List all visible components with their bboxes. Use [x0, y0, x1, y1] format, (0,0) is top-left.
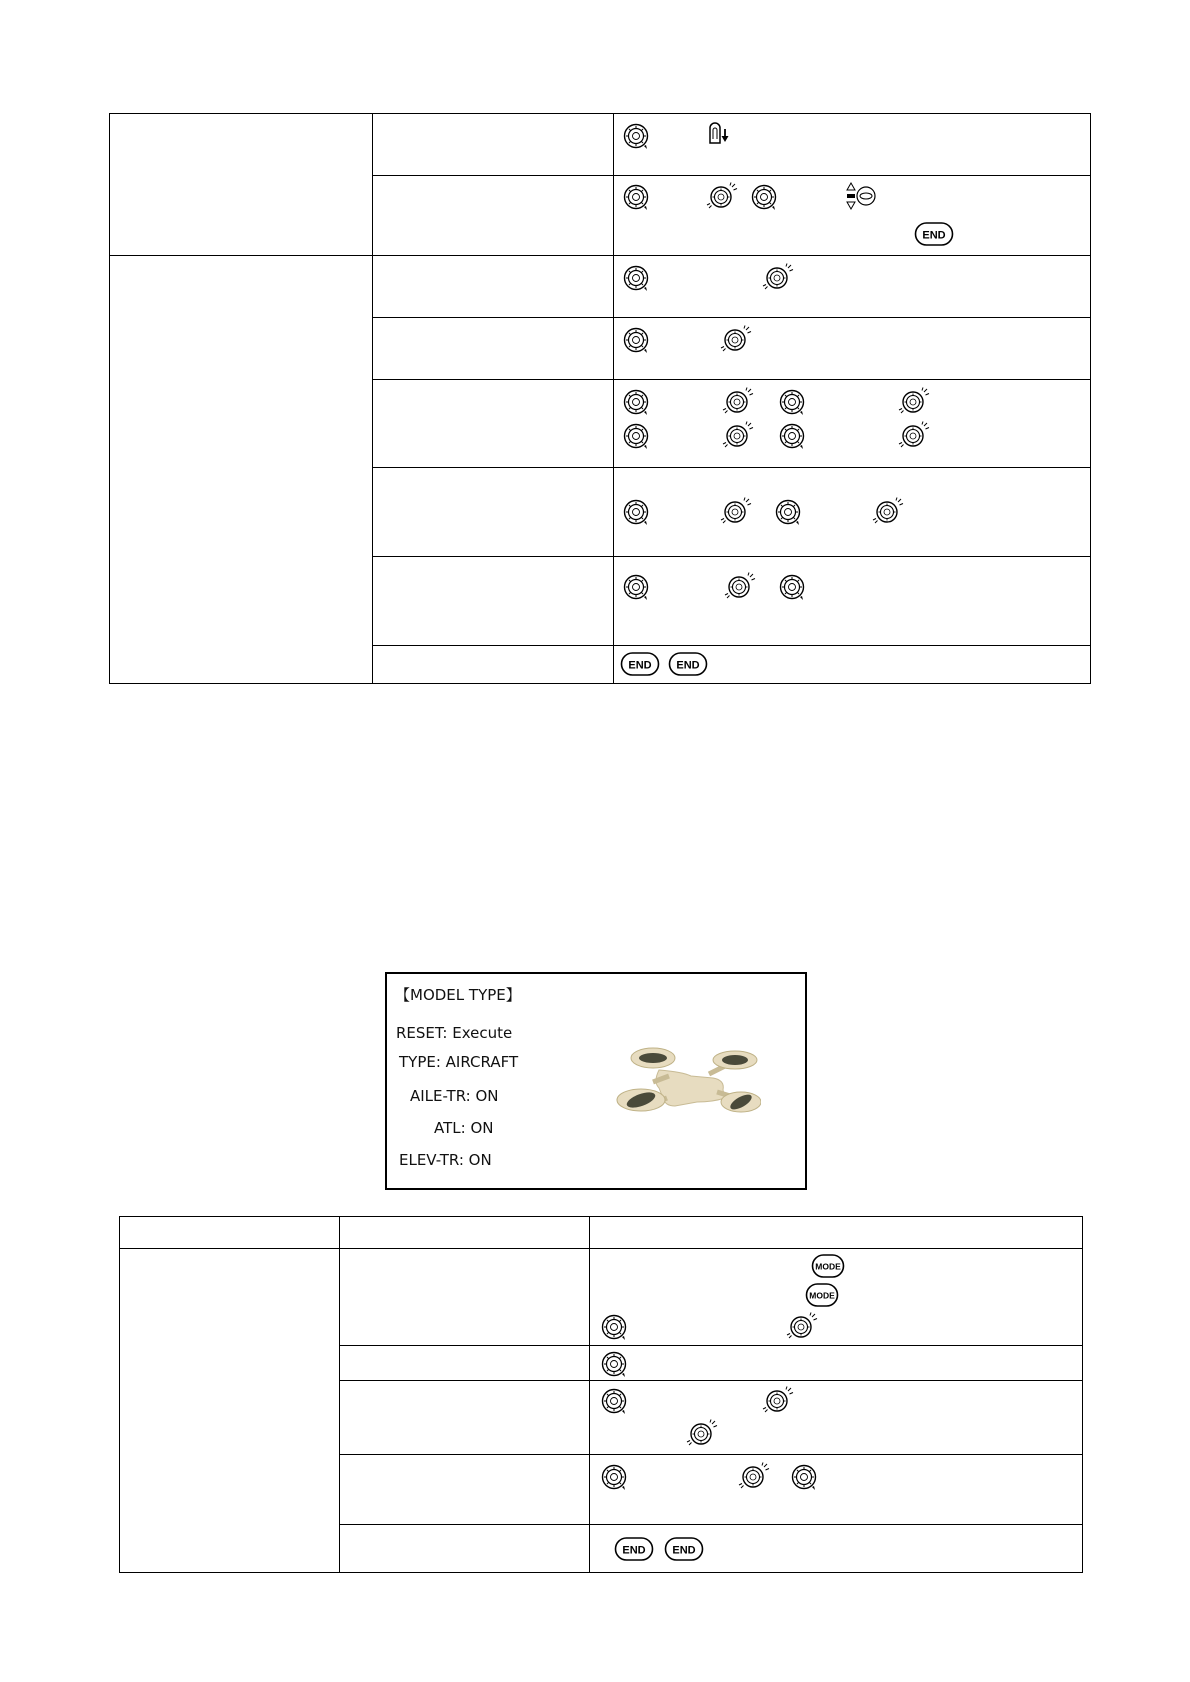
reset-item: RESET: Execute	[396, 1024, 513, 1042]
table1-action-cell	[614, 646, 1091, 684]
table2-step-cell	[340, 1381, 590, 1455]
table2-step-cell	[340, 1249, 590, 1346]
table1-step-cell	[373, 318, 614, 380]
table1-action-cell	[614, 114, 1091, 176]
screen-title: 【MODEL TYPE】	[395, 986, 521, 1004]
jog-dial-rotate-icon	[774, 498, 802, 526]
jog-dial-rotate-icon	[778, 573, 806, 601]
end-button-icon	[614, 1536, 654, 1562]
mode-button-icon	[811, 1253, 845, 1279]
table1-step-cell	[373, 176, 614, 256]
jog-dial-rotate-icon	[622, 573, 650, 601]
table2-action-cell	[590, 1525, 1083, 1573]
table1-action-cell	[614, 256, 1091, 318]
table1-action-cell	[614, 468, 1091, 557]
jog-dial-press-icon	[718, 325, 754, 353]
table2-action-cell	[590, 1346, 1083, 1381]
jog-dial-rotate-icon	[622, 122, 650, 150]
table1-step-cell	[373, 256, 614, 318]
table1-action-cell	[614, 176, 1091, 256]
type-item: TYPE: AIRCRAFT	[399, 1053, 519, 1071]
elev-tr-item: ELEV-TR: ON	[399, 1151, 492, 1169]
table2-step-cell	[340, 1346, 590, 1381]
jog-dial-rotate-icon	[622, 264, 650, 292]
table2-step-cell	[340, 1525, 590, 1573]
jog-dial-rotate-icon	[600, 1387, 628, 1415]
jog-dial-press-icon	[718, 497, 754, 525]
jog-dial-press-icon	[760, 263, 796, 291]
end-button-icon	[668, 651, 708, 677]
table1-action-cell	[614, 557, 1091, 646]
jog-dial-rotate-icon	[778, 388, 806, 416]
jog-dial-rotate-icon	[622, 422, 650, 450]
jog-dial-press-icon	[760, 1386, 796, 1414]
jog-dial-rotate-icon	[600, 1350, 628, 1378]
table2-action-cell	[590, 1455, 1083, 1525]
table1-step-cell	[373, 646, 614, 684]
jog-dial-rotate-icon	[622, 326, 650, 354]
table2-action-cell	[590, 1249, 1083, 1346]
jog-dial-rotate-icon	[600, 1313, 628, 1341]
jog-dial-rotate-icon	[622, 183, 650, 211]
table1-step-cell	[373, 557, 614, 646]
jog-dial-press-icon	[704, 182, 740, 210]
aile-tr-item: AILE-TR: ON	[410, 1087, 499, 1105]
operation-table-1	[109, 113, 1091, 684]
table2-header-cell	[340, 1217, 590, 1249]
trim-lever-up-down-icon	[844, 181, 878, 211]
table1-action-cell	[614, 318, 1091, 380]
jog-dial-rotate-icon	[600, 1463, 628, 1491]
jog-dial-press-icon	[784, 1312, 820, 1340]
table1-step-cell	[373, 468, 614, 557]
jog-dial-rotate-icon	[622, 498, 650, 526]
mode-button-icon	[805, 1282, 839, 1308]
table1-step-cell	[373, 114, 614, 176]
table2-step-cell	[340, 1455, 590, 1525]
table1-step-cell	[373, 380, 614, 468]
quadcopter-image	[613, 1042, 761, 1122]
end-button-icon	[914, 221, 954, 247]
jog-dial-press-icon	[896, 421, 932, 449]
jog-dial-press-icon	[720, 421, 756, 449]
table1-group-cell-2	[110, 256, 373, 684]
table2-header-cell	[120, 1217, 340, 1249]
end-button-icon	[664, 1536, 704, 1562]
jog-dial-rotate-icon	[778, 422, 806, 450]
table2-group-cell	[120, 1249, 340, 1573]
jog-dial-rotate-icon	[790, 1463, 818, 1491]
jog-dial-press-icon	[870, 497, 906, 525]
table2-action-cell	[590, 1381, 1083, 1455]
jog-dial-press-icon	[736, 1462, 772, 1490]
model-type-screen	[385, 972, 807, 1190]
table1-group-cell-1	[110, 114, 373, 256]
operation-table-2	[119, 1216, 1083, 1573]
jog-dial-press-icon	[720, 387, 756, 415]
table2-header-cell	[590, 1217, 1083, 1249]
jog-dial-rotate-icon	[750, 183, 778, 211]
end-button-icon	[620, 651, 660, 677]
atl-item: ATL: ON	[434, 1119, 494, 1137]
table1-action-cell	[614, 380, 1091, 468]
switch-pull-down-icon	[704, 120, 732, 146]
jog-dial-press-icon	[684, 1419, 720, 1447]
jog-dial-press-icon	[722, 572, 758, 600]
jog-dial-press-icon	[896, 387, 932, 415]
jog-dial-rotate-icon	[622, 388, 650, 416]
